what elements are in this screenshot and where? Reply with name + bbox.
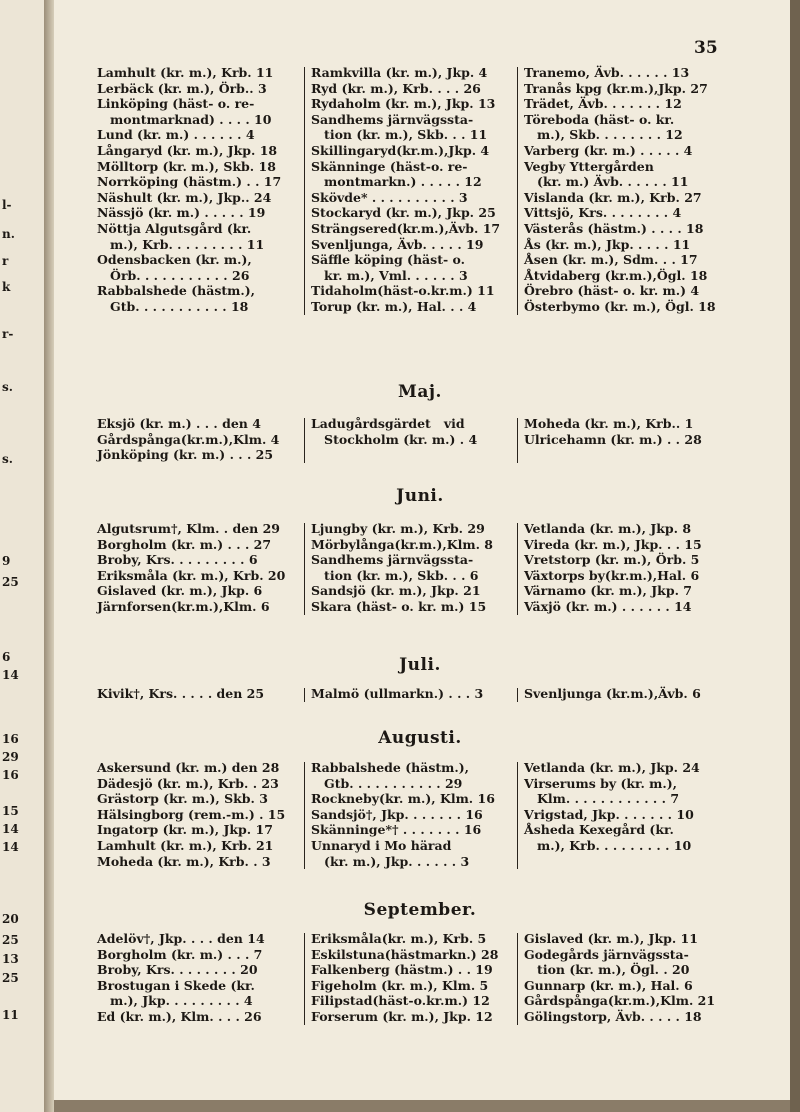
market-entry: Ås (kr. m.), Jkp. . . . . 11 <box>524 236 691 252</box>
market-entry: Rabbalshede (hästm.), <box>97 283 255 299</box>
market-entry: Växjö (kr. m.) . . . . . . 14 <box>524 598 692 614</box>
month-heading: Maj. <box>398 382 442 402</box>
market-entry: Malmö (ullmarkn.) . . . 3 <box>311 686 484 701</box>
market-entry: tion (kr. m.), Skb. . . 11 <box>311 127 488 143</box>
market-entry: tion (kr. m.), Skb. . . 6 <box>311 567 479 583</box>
market-entry: Strängsered(kr.m.),Ävb. 17 <box>311 220 501 236</box>
market-entry: Vretstorp (kr. m.), Örb. 5 <box>524 552 700 568</box>
left-page-fragment: 29 <box>2 750 19 764</box>
market-entry: montmarknad) . . . . 10 <box>97 111 272 127</box>
market-entry: Falkenberg (hästm.) . . 19 <box>311 962 493 978</box>
left-page-fragment: 11 <box>2 1008 19 1022</box>
listing-column <box>311 686 516 702</box>
market-entry: Gölingstorp, Ävb. . . . . 18 <box>524 1008 702 1024</box>
market-entry: Ramkvilla (kr. m.), Jkp. 4 <box>311 65 488 80</box>
market-entry: Gunnarp (kr. m.), Hal. 6 <box>524 977 693 993</box>
market-entry: Gårdspånga(kr.m.),Klm. 4 <box>97 431 280 447</box>
market-entry: Värnamo (kr. m.), Jkp. 7 <box>524 583 692 599</box>
column-divider <box>304 762 305 869</box>
column-divider <box>517 418 518 463</box>
left-page-fragment: r- <box>2 327 14 341</box>
listing-column <box>311 760 516 869</box>
column-divider <box>517 688 518 702</box>
column-divider <box>517 933 518 1025</box>
market-entry: Ingatorp (kr. m.), Jkp. 17 <box>97 822 273 838</box>
market-entry: Norrköping (hästm.) . . 17 <box>97 174 282 190</box>
market-entry: Unnaryd i Mo härad <box>311 837 452 853</box>
column-divider <box>304 688 305 702</box>
left-page-fragment: 25 <box>2 971 19 985</box>
market-entry: Eriksmåla (kr. m.), Krb. 20 <box>97 567 286 583</box>
market-entry: Filipstad(häst-o.kr.m.) 12 <box>311 993 490 1009</box>
listing-column <box>311 65 516 315</box>
market-entry: Näshult (kr. m.), Jkp.. 24 <box>97 189 272 205</box>
left-page-fragment: 14 <box>2 840 19 854</box>
market-entry: Moheda (kr. m.), Krb.. 1 <box>524 416 694 431</box>
market-entry: Järnforsen(kr.m.),Klm. 6 <box>97 598 270 614</box>
left-page-fragment: l- <box>2 198 12 212</box>
market-entry: Österbymo (kr. m.), Ögl. 18 <box>524 298 716 314</box>
market-entry: Tranemo, Ävb. . . . . . 13 <box>524 65 690 80</box>
listing-column <box>97 521 297 615</box>
market-entry: Forserum (kr. m.), Jkp. 12 <box>311 1008 493 1024</box>
market-entry: Vittsjö, Krs. . . . . . . . 4 <box>524 205 682 221</box>
book-gutter <box>44 0 54 1112</box>
listing-column <box>97 931 297 1025</box>
column-divider <box>304 523 305 615</box>
market-entry: Eskilstuna(hästmarkn.) 28 <box>311 946 499 962</box>
market-entry: Dädesjö (kr. m.), Krb. . 23 <box>97 775 279 791</box>
market-entry: Växtorps by(kr.m.),Hal. 6 <box>524 567 700 583</box>
market-entry: Klm. . . . . . . . . . . . 7 <box>524 791 680 807</box>
listing-column <box>97 416 297 463</box>
market-entry: Vetlanda (kr. m.), Jkp. 8 <box>524 521 692 536</box>
market-entry: Askersund (kr. m.) den 28 <box>97 760 280 775</box>
market-entry: Varberg (kr. m.) . . . . . 4 <box>524 142 693 158</box>
market-entry: m.), Skb. . . . . . . . 12 <box>524 127 683 143</box>
market-entry: Åsen (kr. m.), Sdm. . . 17 <box>524 252 698 268</box>
market-entry: Rabbalshede (hästm.), <box>311 760 469 775</box>
listing-column <box>524 65 724 315</box>
market-entry: Broby, Krs. . . . . . . . 20 <box>97 962 258 978</box>
market-entry: Skänninge (häst-o. re- <box>311 158 468 174</box>
market-entry: Svenljunga, Ävb. . . . . 19 <box>311 236 484 252</box>
market-entry: Broby, Krs. . . . . . . . . 6 <box>97 552 258 568</box>
market-entry: Borgholm (kr. m.) . . . 7 <box>97 946 263 962</box>
market-entry: Adelöv†, Jkp. . . . den 14 <box>97 931 265 946</box>
market-entry: Algutsrum†, Klm. . den 29 <box>97 521 281 536</box>
column-divider <box>304 67 305 315</box>
market-entry: Ladugårdsgärdet vid <box>311 416 465 431</box>
market-entry: (kr. m.) Ävb. . . . . . 11 <box>524 174 689 190</box>
left-page-fragment: 9 <box>2 554 11 568</box>
market-entry: Kivik†, Krs. . . . . den 25 <box>97 686 265 701</box>
market-entry: Brostugan i Skede (kr. <box>97 977 255 993</box>
market-entry: Svenljunga (kr.m.),Ävb. 6 <box>524 686 701 701</box>
left-page-fragment: 14 <box>2 822 19 836</box>
month-heading: Augusti. <box>378 728 462 748</box>
market-entry: Mörbylånga(kr.m.),Klm. 8 <box>311 536 493 552</box>
market-entry: (kr. m.), Jkp. . . . . . 3 <box>311 853 470 869</box>
market-entry: Trädet, Ävb. . . . . . . 12 <box>524 96 682 112</box>
market-entry: Vislanda (kr. m.), Krb. 27 <box>524 189 702 205</box>
market-entry: Ed (kr. m.), Klm. . . . 26 <box>97 1008 262 1024</box>
market-entry: Tranås kpg (kr.m.),Jkp. 27 <box>524 80 708 96</box>
left-page-fragment: 14 <box>2 668 19 682</box>
listing-column <box>524 931 724 1025</box>
column-divider <box>517 523 518 615</box>
left-page-fragment: 20 <box>2 912 19 926</box>
market-entry: Nöttja Algutsgård (kr. <box>97 220 252 236</box>
listing-column <box>311 931 516 1025</box>
market-entry: Ryd (kr. m.), Krb. . . . 26 <box>311 80 481 96</box>
market-entry: kr. m.), Vml. . . . . . 3 <box>311 267 468 283</box>
left-page-fragment: 15 <box>2 804 19 818</box>
market-entry: m.), Krb. . . . . . . . . 11 <box>97 236 265 252</box>
market-entry: Hälsingborg (rem.-m.) . 15 <box>97 806 286 822</box>
market-entry: Töreboda (häst- o. kr. <box>524 111 675 127</box>
listing-column <box>97 760 297 869</box>
market-entry: m.), Jkp. . . . . . . . . 4 <box>97 993 253 1009</box>
listing-column <box>524 686 724 702</box>
market-entry: Säffle köping (häst- o. <box>311 252 465 268</box>
left-page-fragment: k <box>2 280 11 294</box>
left-page-fragment: 25 <box>2 575 19 589</box>
listing-column <box>97 686 297 702</box>
market-entry: Vegby Yttergården <box>524 158 654 174</box>
left-page-fragment: s. <box>2 380 13 394</box>
market-entry: Rydaholm (kr. m.), Jkp. 13 <box>311 96 496 112</box>
market-entry: Skillingaryd(kr.m.),Jkp. 4 <box>311 142 490 158</box>
market-entry: Örb. . . . . . . . . . . 26 <box>97 267 250 283</box>
left-page-fragment: 13 <box>2 952 19 966</box>
market-entry: Mölltorp (kr. m.), Skb. 18 <box>97 158 276 174</box>
market-entry: Lerbäck (kr. m.), Örb.. 3 <box>97 80 267 96</box>
market-entry: tion (kr. m.), Ögl. . 20 <box>524 962 690 978</box>
market-entry: Gislaved (kr. m.), Jkp. 11 <box>524 931 698 946</box>
market-entry: Vireda (kr. m.), Jkp. . . 15 <box>524 536 702 552</box>
listing-column <box>97 65 297 315</box>
left-page-edge <box>0 0 45 1112</box>
market-entry: Åsheda Kexegård (kr. <box>524 822 674 838</box>
listing-column <box>311 416 516 447</box>
market-entry: Vetlanda (kr. m.), Jkp. 24 <box>524 760 700 775</box>
market-entry: Skövde* . . . . . . . . . . 3 <box>311 189 468 205</box>
market-entry: Eriksmåla(kr. m.), Krb. 5 <box>311 931 487 946</box>
listing-column <box>524 521 724 615</box>
market-entry: Virserums by (kr. m.), <box>524 775 678 791</box>
market-entry: Lamhult (kr. m.), Krb. 21 <box>97 837 274 853</box>
column-divider <box>517 762 518 869</box>
market-entry: Sandsjö†, Jkp. . . . . . . 16 <box>311 806 483 822</box>
market-entry: montmarkn.) . . . . . 12 <box>311 174 482 190</box>
market-entry: Figeholm (kr. m.), Klm. 5 <box>311 977 489 993</box>
market-entry: Moheda (kr. m.), Krb. . 3 <box>97 853 271 869</box>
market-entry: Odensbacken (kr. m.), <box>97 252 252 268</box>
market-entry: Skara (häst- o. kr. m.) 15 <box>311 598 487 614</box>
column-divider <box>304 418 305 463</box>
market-entry: Godegårds järnvägssta- <box>524 946 689 962</box>
market-entry: Ulricehamn (kr. m.) . . 28 <box>524 431 702 447</box>
market-entry: Gtb. . . . . . . . . . . 18 <box>97 298 249 314</box>
column-divider <box>517 67 518 315</box>
left-page-fragment: r <box>2 254 9 268</box>
market-entry: Tidaholm(häst-o.kr.m.) 11 <box>311 283 495 299</box>
listing-column <box>311 521 516 615</box>
market-entry: Sandhems järnvägssta- <box>311 111 474 127</box>
market-entry: Sandhems järnvägssta- <box>311 552 474 568</box>
listing-column <box>524 760 724 854</box>
page-number: 35 <box>694 38 718 58</box>
market-entry: Linköping (häst- o. re- <box>97 96 255 112</box>
left-page-fragment: 6 <box>2 650 11 664</box>
listing-column <box>524 416 724 447</box>
left-page-fragment: 16 <box>2 732 19 746</box>
market-entry: Nässjö (kr. m.) . . . . . 19 <box>97 205 266 221</box>
market-entry: Sandsjö (kr. m.), Jkp. 21 <box>311 583 481 599</box>
market-entry: Åtvidaberg (kr.m.),Ögl. 18 <box>524 267 708 283</box>
market-entry: Gislaved (kr. m.), Jkp. 6 <box>97 583 263 599</box>
right-page-edge <box>790 0 800 1112</box>
market-entry: Örebro (häst- o. kr. m.) 4 <box>524 283 700 299</box>
left-page-fragment: s. <box>2 452 13 466</box>
market-entry: Stockholm (kr. m.) . 4 <box>311 431 478 447</box>
market-entry: Skänninge*† . . . . . . . 16 <box>311 822 482 838</box>
market-entry: Ljungby (kr. m.), Krb. 29 <box>311 521 485 536</box>
month-heading: Juli. <box>399 655 441 675</box>
market-entry: Vrigstad, Jkp. . . . . . . 10 <box>524 806 694 822</box>
market-entry: Eksjö (kr. m.) . . . den 4 <box>97 416 261 431</box>
market-entry: Gtb. . . . . . . . . . . 29 <box>311 775 463 791</box>
month-heading: Juni. <box>396 486 444 506</box>
market-entry: m.), Krb. . . . . . . . . 10 <box>524 837 692 853</box>
market-entry: Grästorp (kr. m.), Skb. 3 <box>97 791 268 807</box>
market-entry: Lamhult (kr. m.), Krb. 11 <box>97 65 274 80</box>
left-page-fragment: 16 <box>2 768 19 782</box>
market-entry: Lund (kr. m.) . . . . . . 4 <box>97 127 255 143</box>
market-entry: Stockaryd (kr. m.), Jkp. 25 <box>311 205 496 221</box>
month-heading: September. <box>363 900 477 920</box>
market-entry: Borgholm (kr. m.) . . . 27 <box>97 536 272 552</box>
column-divider <box>304 933 305 1025</box>
market-entry: Jönköping (kr. m.) . . . 25 <box>97 447 274 463</box>
left-page-fragment: n. <box>2 227 15 241</box>
market-entry: Långaryd (kr. m.), Jkp. 18 <box>97 142 278 158</box>
market-entry: Gårdspånga(kr.m.),Klm. 21 <box>524 993 716 1009</box>
market-entry: Torup (kr. m.), Hal. . . 4 <box>311 298 477 314</box>
left-page-fragment: 25 <box>2 933 19 947</box>
market-entry: Rockneby(kr. m.), Klm. 16 <box>311 791 495 807</box>
market-entry: Västerås (hästm.) . . . . 18 <box>524 220 704 236</box>
